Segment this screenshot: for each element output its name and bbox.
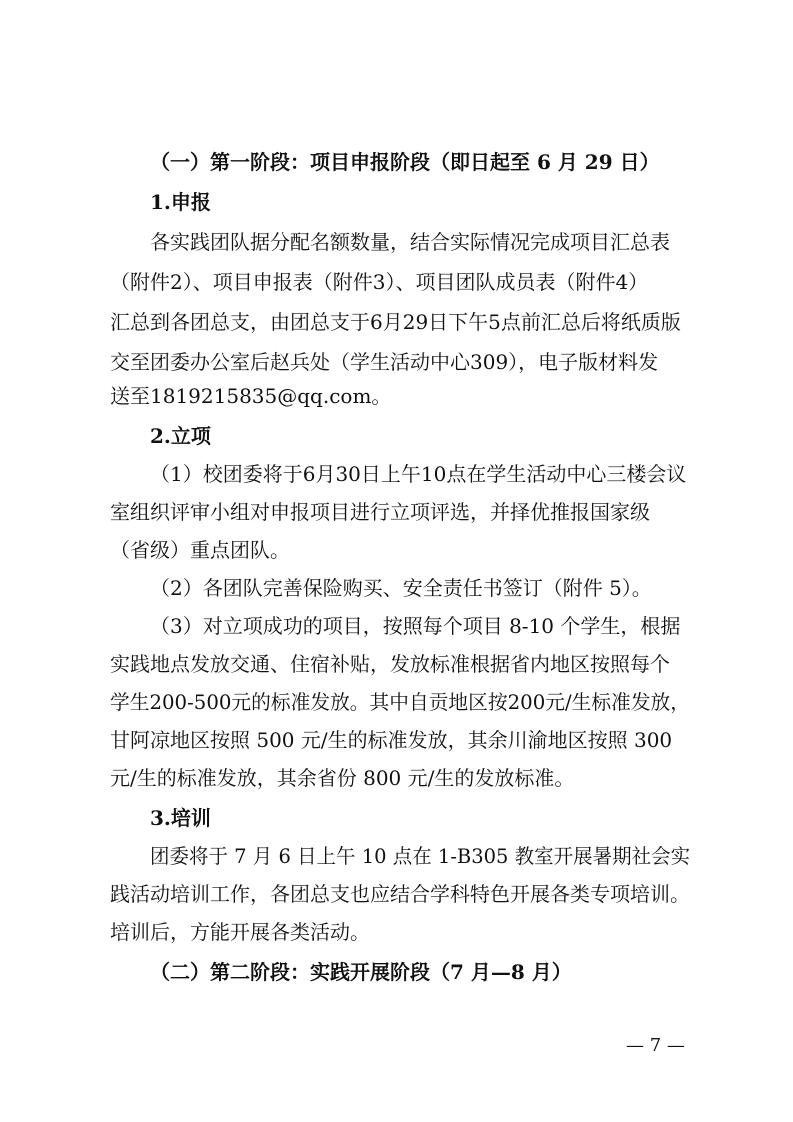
paragraph-line: （附件2）、项目申报表（附件3）、项目团队成员表（附件4） bbox=[110, 270, 649, 294]
paragraph-line: 送至1819215835@qq.com。 bbox=[110, 384, 392, 408]
paragraph-line: 汇总到各团总支，由团总支于6月29日下午5点前汇总后将纸质版 bbox=[110, 310, 681, 334]
sub2-title: 2.立项 bbox=[150, 424, 211, 448]
page-number: — 7 — bbox=[626, 1035, 685, 1056]
sub3-title: 3.培训 bbox=[150, 806, 211, 830]
paragraph-line: 各实践团队据分配名额数量，结合实际情况完成项目汇总表 bbox=[150, 230, 670, 254]
section2-heading: （二）第二阶段：实践开展阶段（7 月—8 月） bbox=[150, 960, 572, 984]
paragraph-line: （1）校团委将于6月30日上午10点在学生活动中心三楼会议 bbox=[150, 462, 687, 486]
paragraph-line: （3）对立项成功的项目，按照每个项目 8-10 个学生，根据 bbox=[150, 614, 681, 638]
sub1-title: 1.申报 bbox=[150, 190, 211, 214]
paragraph-line: 实践地点发放交通、住宿补贴，发放标准根据省内地区按照每个 bbox=[110, 652, 670, 676]
paragraph-line: 践活动培训工作，各团总支也应结合学科特色开展各类专项培训。 bbox=[110, 882, 690, 906]
paragraph-line: （省级）重点团队。 bbox=[110, 538, 290, 562]
paragraph-line: 甘阿凉地区按照 500 元/生的标准发放，其余川渝地区按照 300 bbox=[110, 728, 673, 752]
paragraph-line: 团委将于 7 月 6 日上午 10 点在 1-B305 教室开展暑期社会实 bbox=[150, 844, 691, 868]
paragraph-line: 培训后，方能开展各类活动。 bbox=[110, 920, 370, 944]
section1-heading: （一）第一阶段：项目申报阶段（即日起至 6 月 29 日） bbox=[150, 150, 660, 174]
paragraph-line: 室组织评审小组对申报项目进行立项评选，并择优推报国家级 bbox=[110, 500, 650, 524]
paragraph-line: 学生200-500元的标准发放。其中自贡地区按200元/生标准发放， bbox=[110, 690, 691, 714]
paragraph-line: （2）各团队完善保险购买、安全责任书签订（附件 5）。 bbox=[150, 576, 652, 600]
paragraph-line: 交至团委办公室后赵兵处（学生活动中心309），电子版材料发 bbox=[110, 350, 659, 374]
paragraph-line: 元/生的标准发放，其余省份 800 元/生的发放标准。 bbox=[110, 766, 575, 790]
